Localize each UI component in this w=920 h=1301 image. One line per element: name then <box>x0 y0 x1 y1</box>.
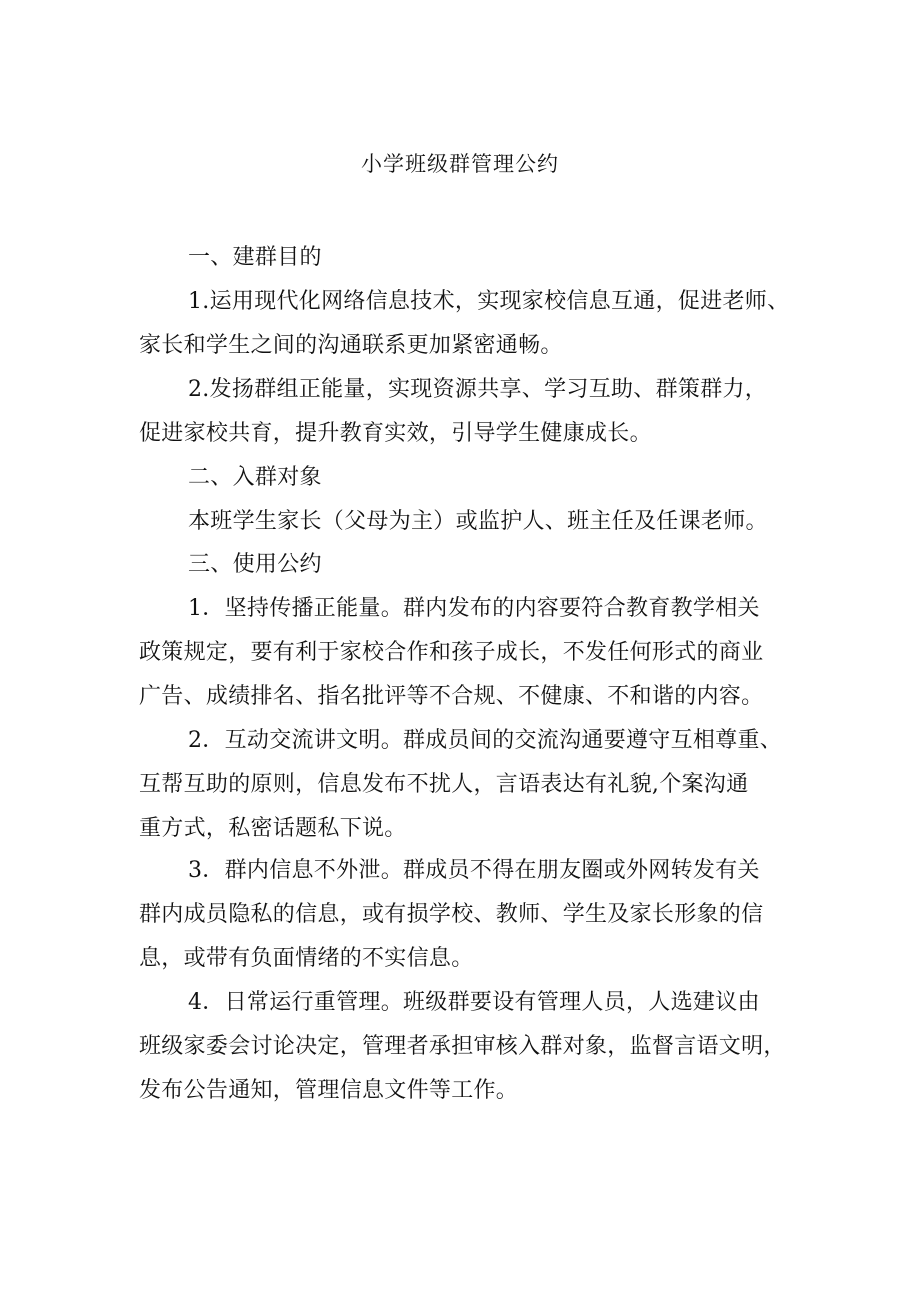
paragraph-line: 3．群内信息不外泄。群成员不得在朋友圈或外网转发有关 <box>188 858 760 883</box>
paragraph-line: 本班学生家长（父母为主）或监护人、班主任及任课老师。 <box>188 509 768 534</box>
section-heading-purpose: 一、建群目的 <box>188 245 322 270</box>
section-heading-rules: 三、使用公约 <box>188 552 322 577</box>
paragraph-line: 1．坚持传播正能量。群内发布的内容要符合教育教学相关 <box>188 596 760 621</box>
paragraph-line: 2．互动交流讲文明。群成员间的交流沟通要遵守互相尊重、 <box>188 728 783 753</box>
paragraph-line: 互帮互助的原则，信息发布不扰人，言语表达有礼貌,个案沟通 <box>139 772 749 797</box>
paragraph-line: 班级家委会讨论决定，管理者承担审核入群对象，监督言语文明， <box>139 1034 786 1059</box>
page-title: 小学班级群管理公约 <box>361 152 559 176</box>
paragraph-line: 群内成员隐私的信息，或有损学校、教师、学生及家长形象的信 <box>139 902 764 927</box>
paragraph-line: 2.发扬群组正能量，实现资源共享、学习互助、群策群力， <box>188 377 768 402</box>
paragraph-line: 息，或带有负面情绪的不实信息。 <box>139 946 474 971</box>
section-heading-members: 二、入群对象 <box>188 465 322 490</box>
paragraph-line: 政策规定，要有利于家校合作和孩子成长，不发任何形式的商业 <box>139 640 764 665</box>
paragraph-line: 家长和学生之间的沟通联系更加紧密通畅。 <box>139 333 563 358</box>
paragraph-line: 1.运用现代化网络信息技术，实现家校信息互通，促进老师、 <box>188 289 790 314</box>
paragraph-line: 重方式，私密话题私下说。 <box>139 816 407 841</box>
paragraph-line: 发布公告通知，管理信息文件等工作。 <box>139 1078 519 1103</box>
paragraph-line: 4．日常运行重管理。班级群要设有管理人员，人选建议由 <box>188 990 760 1015</box>
paragraph-line: 广告、成绩排名、指名批评等不合规、不健康、不和谐的内容。 <box>139 684 764 709</box>
paragraph-line: 促进家校共育，提升教育实效，引导学生健康成长。 <box>139 421 652 446</box>
